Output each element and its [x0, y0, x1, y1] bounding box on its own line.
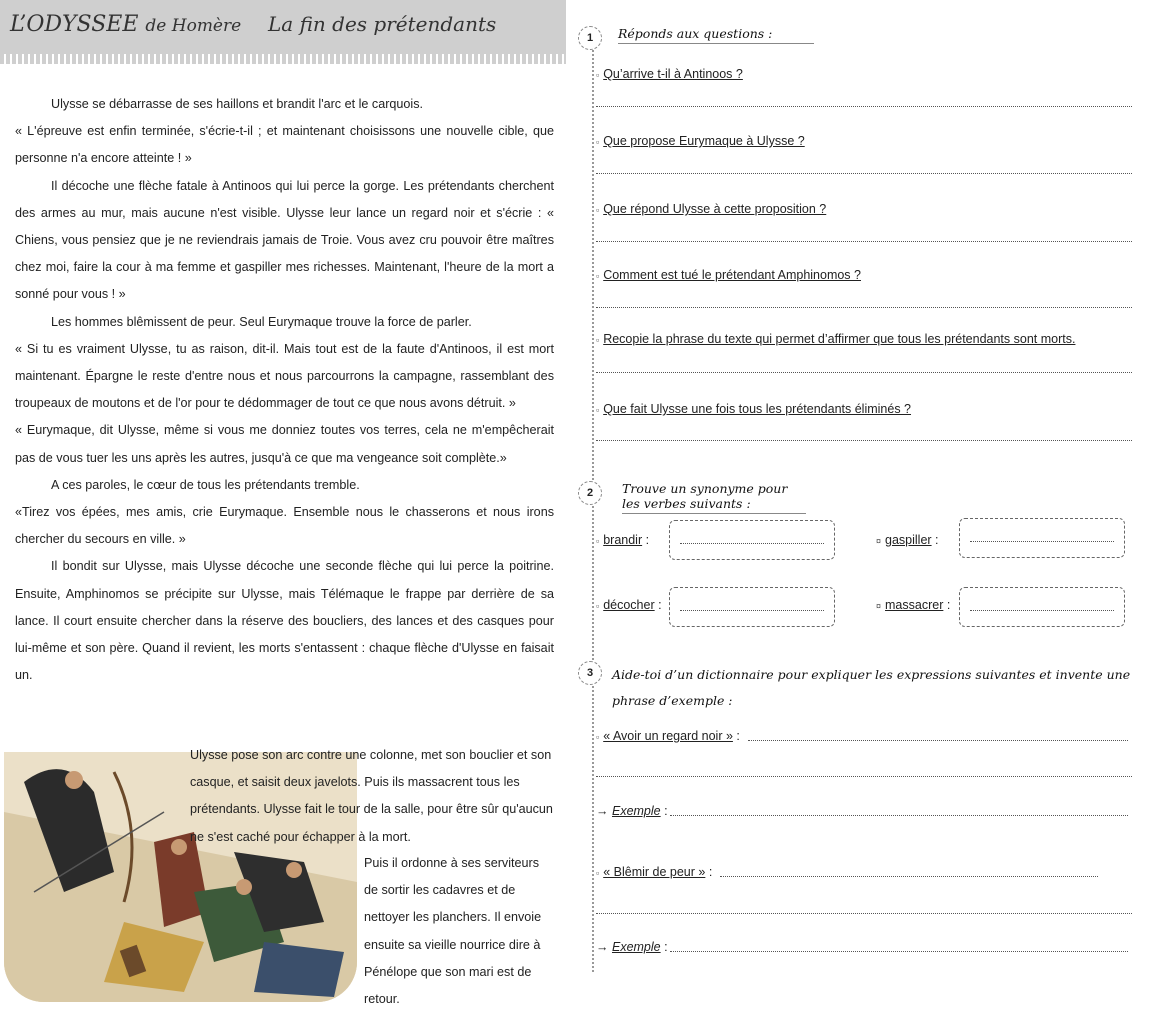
bullet-icon: ▫ [596, 271, 600, 281]
bullet-icon: ¤ [876, 536, 882, 546]
bullet-icon: ▫ [596, 732, 600, 742]
story-paragraph: Ulysse se débarrasse de ses haillons et brandit l'arc et le carquois. [51, 97, 424, 111]
section-title: Trouve un synonyme pour les verbes suivants : [622, 481, 806, 514]
answer-line[interactable] [596, 173, 1132, 174]
story-wrap-text [190, 742, 554, 851]
answer-line[interactable] [596, 241, 1132, 242]
story-paragraph: Puis il ordonne à ses serviteurs de sortir les cadavres et de nettoyer les planchers. Il envoie ensuite sa vieille nourrice dire à Pénélope que son mari est de retour. [364, 856, 542, 1007]
definition-line[interactable] [596, 913, 1132, 914]
question: ▫ Recopie la phrase du texte qui permet d’affirmer que tous les prétendants sont morts. [596, 332, 1076, 346]
story-paragraph: « L'épreuve est enfin terminée, s'écrie-t-il ; et maintenant choisissons une nouvelle cible, que personne n'a encore atteinte ! » [15, 124, 554, 166]
expression: ▫ « Avoir un regard noir » : [596, 729, 740, 743]
section-number-badge: 1 [578, 26, 602, 50]
section-number-badge: 3 [578, 661, 602, 685]
story-paragraph: «Tirez vos épées, mes amis, crie Eurymaque. Ensemble nous le chasserons et nous irons chercher du secours en ville. » [15, 505, 554, 547]
bullet-icon: ▫ [596, 335, 600, 345]
book-title: L’ODYSSEE de Homère [10, 12, 242, 37]
synonym-box-gaspiller[interactable] [959, 518, 1125, 558]
story-paragraph: Il bondit sur Ulysse, mais Ulysse décoche une seconde flèche qui lui perce la poitrine. Ensuite, Amphinomos se précipite sur Ulysse, mais Télémaque le frappe par derrière de sa lance. Il court ensuite chercher dans la réserve des boucliers, des lances et des casques pour lui-même et son père. Quand il revient, les morts s'entassent : chaque flèche d'Ulysse en faisait un. [15, 559, 554, 683]
header-torn-edge [0, 54, 566, 64]
definition-line[interactable] [720, 876, 1098, 877]
question: ▫ Que propose Eurymaque à Ulysse ? [596, 134, 805, 148]
story-wrap-text [364, 850, 554, 1013]
column-divider [592, 42, 594, 972]
section-title: Aide-toi d’un dictionnaire pour expliquer les expressions suivantes et invente une phrase d’exemple : [612, 667, 1131, 708]
answer-line[interactable] [596, 440, 1132, 441]
verb-label: ¤ gaspiller : [876, 533, 939, 547]
definition-line[interactable] [748, 740, 1128, 741]
bullet-icon: ▫ [596, 405, 600, 415]
story-paragraph: « Si tu es vraiment Ulysse, tu as raison, dit-il. Mais tout est de la faute d'Antinoos, il est mort maintenant. Épargne le reste d'entre nous et nous parcourrons la campagne, rassemblant des troupeaux de moutons et de l'or pour te dédommager de tout ce que nous avons détruit. » [15, 341, 554, 411]
bullet-icon: ▫ [596, 868, 600, 878]
verb-label: ▫ décocher : [596, 598, 662, 612]
example-label: → Exemple : [596, 940, 668, 954]
section-number-badge: 2 [578, 481, 602, 505]
story-paragraph: « Eurymaque, dit Ulysse, même si vous me donniez toutes vos terres, cela ne m'empêcherait pas de vous tuer les uns après les autres, jusqu'à ce que ma vengeance soit complète.» [15, 423, 554, 465]
synonym-box-brandir[interactable] [669, 520, 835, 560]
synonym-box-massacrer[interactable] [959, 587, 1125, 627]
answer-line[interactable] [596, 307, 1132, 308]
example-line[interactable] [670, 951, 1128, 952]
answer-line[interactable] [596, 372, 1132, 373]
answer-line[interactable] [596, 106, 1132, 107]
story-text [15, 91, 554, 689]
story-paragraph: Ulysse pose son arc contre une colonne, met son bouclier et son casque, et saisit deux javelots. Puis ils massacrent tous les prétendants. Ulysse fait le tour de la salle, pour être sûr qu'aucun ne s'est caché pour échapper à la mort. [190, 748, 553, 844]
question: ▫ Que fait Ulysse une fois tous les prétendants éliminés ? [596, 402, 912, 416]
verb-label: ▫ brandir : [596, 533, 650, 547]
chapter-title: La fin des prétendants [268, 12, 497, 36]
bullet-icon: ▫ [596, 70, 600, 80]
bullet-icon: ▫ [596, 137, 600, 147]
example-label: → Exemple : [596, 804, 668, 818]
bullet-icon: ▫ [596, 536, 600, 546]
section-title: Réponds aux questions : [618, 26, 814, 44]
question: ▫ Que répond Ulysse à cette proposition ? [596, 202, 827, 216]
bullet-icon: ▫ [596, 205, 600, 215]
bullet-icon: ¤ [876, 601, 882, 611]
definition-line[interactable] [596, 776, 1132, 777]
verb-label: ¤ massacrer : [876, 598, 951, 612]
synonym-box-decocher[interactable] [669, 587, 835, 627]
story-paragraph: Il décoche une flèche fatale à Antinoos qui lui perce la gorge. Les prétendants cherchent des armes au mur, mais aucune n'est visible. Ulysse leur lance un regard noir et s'écrie : « Chiens, vous pensiez que je ne reviendrais jamais de Troie. Vous avez cru pouvoir être maîtres chez moi, faire la cour à ma femme et gaspiller mes richesses. Maintenant, l'heure de la mort a sonné pour vous ! » [15, 178, 554, 302]
expression: ▫ « Blêmir de peur » : [596, 865, 713, 879]
question: ▫ Qu’arrive t-il à Antinoos ? [596, 67, 743, 81]
story-paragraph: Les hommes blêmissent de peur. Seul Eurymaque trouve la force de parler. [51, 314, 472, 329]
story-paragraph: A ces paroles, le cœur de tous les prétendants tremble. [51, 477, 360, 492]
question: ▫ Comment est tué le prétendant Amphinomos ? [596, 268, 861, 282]
example-line[interactable] [670, 815, 1128, 816]
bullet-icon: ▫ [596, 601, 600, 611]
